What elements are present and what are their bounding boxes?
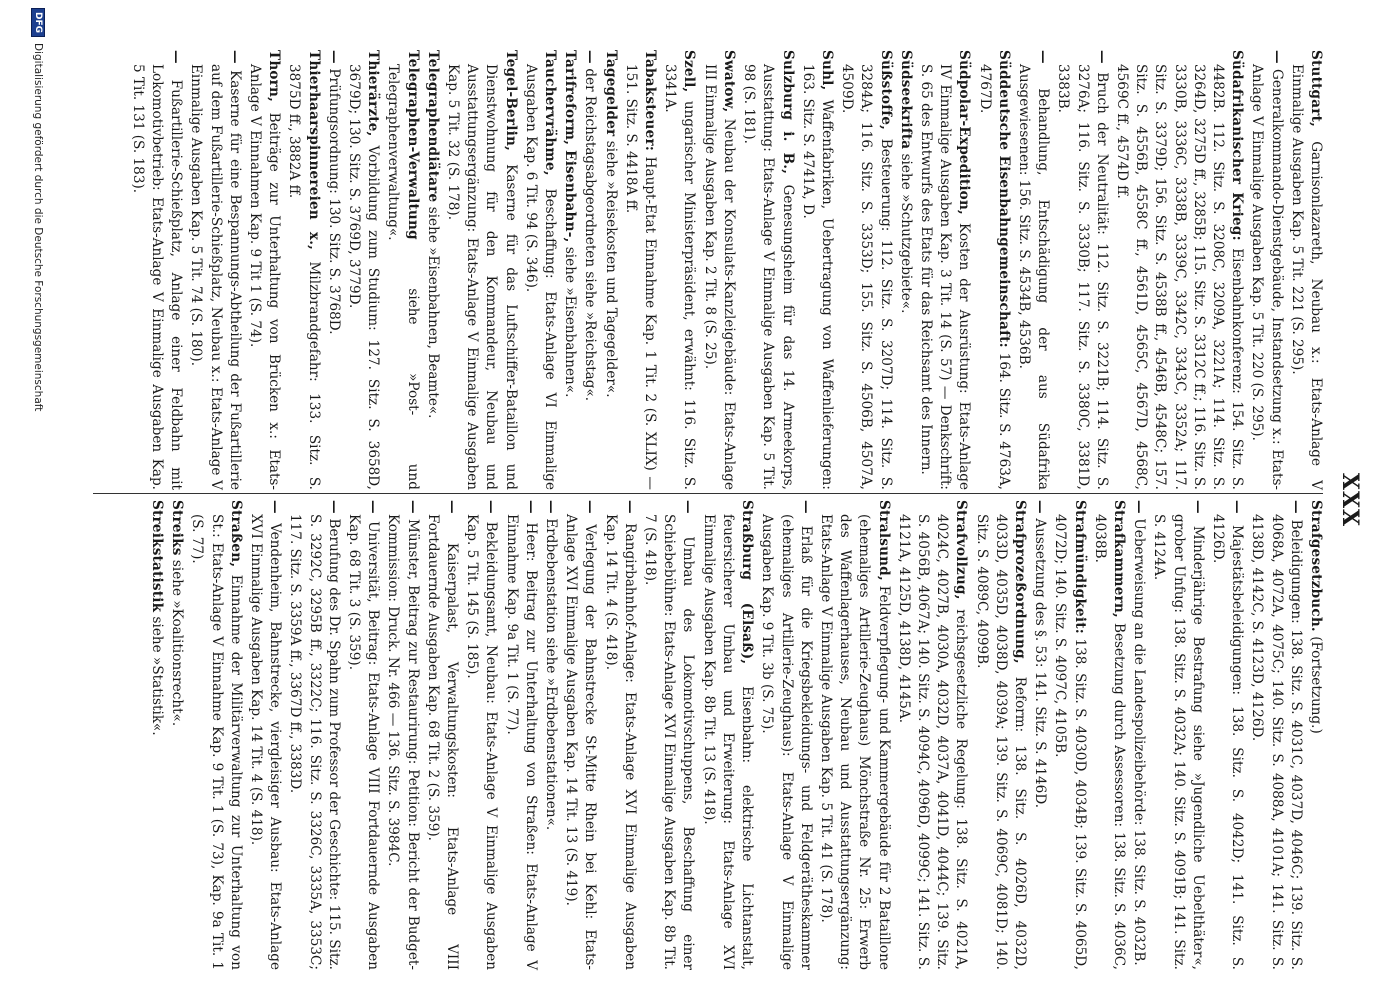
entry-heading: Tegel-Berlin, [502, 50, 519, 152]
entry-text: Beleidigungen: 138. Sitz. S. 4031C, 4037D, 4046C; 139. Sitz. S. 4068A, 4072A, 4075C; 140. Sitz. S. 4088A, 4101A; 141. Sitz. S. 4138D, 4142C, S. 4123D, 4126D. [1249, 514, 1304, 971]
index-entry [916, 50, 974, 490]
entry-heading: Thierärzte, [365, 50, 382, 137]
continuation-dash: — [1131, 500, 1148, 519]
index-entry [383, 50, 421, 490]
entry-text: siehe »Post- und Telegraphenverwaltung«. [385, 64, 421, 490]
entry-text: Eisenbahn: elektrische Lichtanstalt, feuersicherer Umbau und Erweiterung: Etats-Anlage XVI Einmalige Ausgaben Kap. 8b Tit. 13 (S. 418). [700, 514, 756, 970]
index-entry [383, 500, 421, 970]
index-column-right [127, 50, 1325, 490]
index-entry [600, 500, 638, 970]
continuation-dash: — [797, 500, 814, 526]
index-entry [167, 500, 186, 970]
index-entry [187, 500, 245, 970]
index-entry [1306, 500, 1325, 970]
continuation-dash: — [522, 500, 539, 523]
index-entry [1129, 500, 1148, 970]
entry-text: Haupt-Etat Einnahme Kap. 1 Tit. 2 (S. XLIX) — 151. Sitz. S. 4418A ff. [622, 64, 659, 490]
continuation-dash: — [325, 50, 342, 69]
index-entry [1090, 500, 1128, 970]
entry-heading: Thorn, [266, 50, 283, 103]
entry-text: reichsgesetzliche Regelung: 138. Sitz. S. 4021A, 4024C, 4027B, 4030A, 4032D, 4037A, 4041D, 4044C; 139. Sitz. S. 4056B, 4067A; 140. Sitz. S. 4094C, 4096D, 4099C; 141. Sitz. S. 4121A, 4125D, 4138D, 4145A. [895, 514, 970, 971]
entry-text: Umbau des Lokomotivschuppens, Beschaffung einer Schiebebühne: Etats-Anlage XVI Einmalige Ausgaben Kap. 8b Tit. 7 (S. 418). [642, 514, 697, 970]
continuation-dash: — [1093, 50, 1110, 73]
entry-text: Rangirbahnhof-Anlage: Etats-Anlage XVI Einmalige Ausgaben Kap. 14 Tit. 4 (S. 418). [602, 514, 638, 970]
continuation-dash: — [444, 500, 461, 543]
entry-heading: Süddeutsche Eisenbahngemeinschaft: [995, 50, 1012, 348]
entry-heading: Strafkammern, [1110, 500, 1127, 618]
continuation-dash: — [404, 500, 421, 519]
entry-heading: Südpolar-Expedition, [956, 50, 973, 215]
entry-text: Vorbildung zum Studium: 127. Sitz. S. 3658D, 3679D; 130. Sitz. S. 3769D, 3779D. [346, 64, 382, 491]
continuation-dash: — [365, 500, 382, 522]
index-entry [501, 500, 539, 970]
entry-text: siehe »Reisekosten und Tagegelder«. [602, 140, 619, 398]
page-number: XXX [1337, 472, 1363, 528]
continuation-dash: — [1287, 500, 1304, 520]
index-entry [1149, 500, 1207, 970]
entry-text: Garnisonlazareth, Neubau x.: Etats-Anlage V Einmalige Ausgaben Kap. 5 Tit. 221 (S. 295). [1288, 64, 1324, 490]
index-entry [1247, 50, 1285, 490]
continuation-dash: — [267, 500, 284, 524]
continuation-dash: — [226, 50, 243, 71]
dfg-logo: DFG [31, 8, 45, 37]
index-entry [245, 50, 283, 490]
entry-text: Feldverpflegung- und Kammergebäude für 2 Bataillone (ehemaliges Artillerie-Zeughaus) Mönchstraße Nr. 25: Erwerb des Waffenlagerhauses, Neubau und Ausstattungsergänzung: Etats-Anlage V Einmalige Ausgaben Kap. 5 Tit. 41 (S. 178). [817, 514, 892, 970]
entry-heading: Tarifreform, Eisenbahn-, [562, 50, 579, 243]
entry-text: Ueberweisung an die Landespolizeibehörde: 138. Sitz. S. 4032B. [1131, 518, 1148, 966]
entry-heading: Thierhaarspinnereien x., [305, 50, 322, 251]
entry-heading: Telegraphendiätare [424, 50, 441, 203]
entry-text: Besetzung durch Assessoren: 138. Sitz. S. 4036C, 4038B. [1091, 514, 1127, 970]
entry-text: Münster, Beitrag zur Restaurirung: Petition: Bericht der Budget-Kommission: Druck. Nr. 466 — 136. Sitz. S. 3984C. [385, 514, 421, 970]
index-entry [699, 500, 757, 970]
entry-text: Vendenheim, Bahnstrecke, viergleisiger Ausbau: Etats-Anlage XVI Einmalige Ausgaben Kap. 14 Tit. 4 (S. 418). [248, 514, 284, 970]
entry-heading: Stralsund, [875, 500, 892, 581]
entry-text: Besteuerung: 112. Sitz. S. 3207D; 114. Sitz. S. 3284A; 116. Sitz. S. 3353D; 155. Sitz. S. 4506B, 4507A, 4509D. [839, 64, 894, 490]
index-entry [1014, 50, 1052, 490]
entry-text: Beschaffung: Etats-Anlage VI Einmalige Ausgaben Kap. 6 Tit. 94 (S. 346). [522, 64, 559, 491]
entry-heading: Strafvollzug, [953, 500, 970, 600]
index-entry [1247, 500, 1305, 970]
entry-text: Minderjährige Bestrafung siehe »Jugendliche Uebelthäter«, grober Unfug: 138. Sitz. S. 4032A; 140. Sitz. S. 4091B; 141. Sitz. S. 4124A. [1151, 514, 1206, 970]
index-entry [739, 50, 797, 490]
entry-text: Kaiserpalast, Verwaltungskosten: Etats-Anlage VIII Fortdauernde Ausgaben Kap. 68 Tit. 2 (S. 359). [424, 514, 461, 970]
entry-heading: Südafrikanischer Krieg: [1229, 50, 1246, 241]
entry-heading: Stuttgart, [1308, 50, 1324, 128]
continuation-dash: — [325, 500, 342, 519]
entry-text: Erdbebenstation siehe »Erdbebenstationen«. [543, 518, 560, 831]
index-entry [580, 50, 599, 490]
entry-heading: Streikstatistik [149, 500, 166, 613]
index-entry [700, 50, 738, 490]
index-entry [443, 50, 520, 490]
entry-heading: Südseekrifta [897, 50, 914, 150]
entry-text: Einnahme der Militärverwaltung zur Unterhaltung von St.: Etats-Anlage V Einnahme Kap. 9 Tit. 1 (S. 73), Kap. 9a Tit. 1 (S. 77). [189, 514, 244, 970]
index-entry [1112, 50, 1246, 490]
entry-text: Beiträge zur Unterhaltung von Brücken x.: Etats-Anlage V Einnahmen Kap. 9 Tit 1 (S. 74). [247, 64, 283, 490]
entry-text: Reform: 138. Sitz. S. 4026D, 4032D, 4033D, 4035D, 4038D, 4039A; 139. Sitz. S. 4069C, 4081D; 140. Sitz. S. 4089C, 4099B. [973, 514, 1028, 970]
entry-text: Heer: Beitrag zur Unterhaltung von Straßen: Etats-Anlage V Einnahme Kap. 9a Tit. 1 (S. 77). [503, 514, 539, 971]
index-entry [423, 50, 442, 490]
index-entry [186, 50, 244, 490]
digitization-credit: Digitalisierung gefördert durch die Deutsche Forschungsgemeinschaft [32, 43, 44, 412]
continuation-dash: — [582, 500, 599, 525]
entry-heading: Süßstoffe, [877, 50, 894, 131]
continuation-dash: — [1032, 500, 1049, 519]
entry-text: ungarischer Ministerpräsident, erwähnt: 116. Sitz. S. 3341A. [662, 64, 698, 491]
index-entry [284, 50, 322, 490]
continuation-dash: — [621, 500, 638, 524]
index-entry [462, 500, 500, 970]
entry-text: Genesungsheim für das 14. Armeekorps, Ausstattung: Etats-Anlage V Einmalige Ausgaben Kap. 5 Tit. 98 (S. 181). [741, 64, 796, 490]
column-divider [93, 493, 1323, 494]
continuation-dash: — [483, 500, 500, 522]
entry-text: 164. Sitz. S. 4763A, 4767D. [976, 64, 1012, 491]
index-entry [798, 50, 836, 490]
index-entry [1287, 50, 1325, 490]
entry-text: der Reichstagsabgeordneten siehe »Reichstag«. [582, 68, 599, 402]
continuation-dash: — [543, 500, 560, 519]
index-entry [561, 500, 599, 970]
entry-text: Eisenbahnkonferenz: 154. Sitz. S. 4482B. 112. Sitz. S. 3208C, 3209A, 3221A; 114. Sitz. S. 3264D, 3275D ff., 3285B; 115. Sitz. S. 3312C ff.; 116. Sitz. S. 3330B, 3336C, 3338B, 3339C, 3342C, 3343C, 3352A; 117. Sitz. S. 3379D; 156. Sitz. S. 4538B ff., 4546B, 4548C; 157. Sitz. S. 4556B, 4558C ff., 4561D, 4565C, 4567D, 4568C, 4569C ff., 4574D ff. [1113, 64, 1246, 491]
entry-text: Fußartillerie-Schießplatz, Anlage einer Feldbahn mit Lokomotivbetrieb: Etats-Anlage V Einmalige Ausgaben Kap. 5 Tit. 131 (S. 183). [129, 64, 185, 491]
entry-text: siehe »Eisenbahnen«. [562, 246, 579, 398]
entry-text: Behandlung, Entschädigung der aus Südafrika Ausgewiesenen: 156. Sitz. S. 4534B, 4536B. [1015, 64, 1052, 490]
entry-text: Neubau der Konsulats-Kanzleigebäude: Etats-Anlage III Einmalige Ausgaben Kap. 2 Tit. 8 (S. 25). [701, 64, 737, 490]
digitization-footer [31, 0, 45, 1008]
entry-heading: Strafmündigkeit: [1071, 500, 1088, 634]
index-entry [640, 500, 698, 970]
index-entry [423, 500, 461, 970]
entry-text: Erlaß für die Kriegsbekleidungs- und Feldgerätheskammer (ehemaliges Artillerie-Zeughaus): Etats-Anlage V Einmalige Ausgaben Kap. 9 Tit. 3b (S. 75). [759, 514, 814, 971]
index-entry [1030, 500, 1049, 970]
entry-text: Waffenfabriken, Uebertragung von Waffenlieferungen: 163. Sitz. S. 4741A, D. [799, 64, 835, 490]
index-entry [600, 50, 619, 490]
continuation-dash: — [1189, 500, 1206, 526]
index-entry [344, 50, 382, 490]
entry-heading: Swatow, [720, 50, 737, 113]
entry-text: Prüfungsordnung: 130. Sitz. S. 3768D. [325, 68, 342, 335]
index-entry [621, 50, 659, 490]
entry-heading: Suhl, [818, 50, 835, 91]
index-column-left [146, 500, 1325, 970]
index-entry [521, 50, 559, 490]
index-entry [971, 500, 1029, 970]
index-entry [816, 500, 893, 970]
entry-heading: Strafprozeßordnung, [1011, 500, 1028, 664]
index-entry [1053, 50, 1111, 490]
index-entry [560, 50, 579, 490]
index-entry [128, 50, 186, 490]
entry-text: Bruch der Neutralität: 112. Sitz. S. 3221B; 114. Sitz. S. 3276A; 116. Sitz. S. 3330B; 117. Sitz. S. 3380C, 3381D, 3383B. [1055, 64, 1110, 490]
entry-text: Generalkommando-Dienstgebäude, Instandsetzung x.: Etats-Anlage V Einmalige Ausgaben Kap. 5 Tit. 220 (S. 295). [1249, 64, 1285, 491]
index-entry [324, 50, 343, 490]
entry-text: Aussetzung des §. 53: 141. Sitz. S. 4146D. [1032, 518, 1049, 809]
entry-heading: Straßen, [227, 500, 244, 568]
entry-text: siehe »Schutzgebiete«. [897, 153, 914, 314]
entry-heading: Tabaksteuer: [642, 50, 659, 152]
entry-heading: Telegraphen-Verwaltung [404, 50, 421, 240]
entry-text: Kaserne für das Luftschiffer-Bataillon und Dienstwohnung für den Kommandeur, Neubau und Ausstattungsergänzung: Etats-Anlage V Einmalige Ausgaben Kap. 5 Tit. 32 (S. 178). [445, 64, 519, 491]
entry-text: Milzbrandgefahr: 133. Sitz. S. 3875D ff., 3882A ff. [286, 64, 322, 491]
entry-text: siehe »Statistik«. [149, 616, 166, 736]
continuation-dash: — [680, 500, 697, 537]
index-entry [285, 500, 343, 970]
continuation-dash: — [1229, 500, 1246, 525]
entry-text: Bekleidungsamt, Neubau: Etats-Anlage V Einmalige Ausgaben Kap. 5 Tit. 145 (S. 185). [464, 514, 500, 970]
entry-text: Kosten der Ausrüstung: Etats-Anlage IV Einmalige Ausgaben Kap. 3 Tit. 14 (S. 57) — Denkschrift: S. 65 des Entwurfs des Etats für das Reichsamt des Innern. [917, 64, 973, 490]
entry-heading: Sulzburg i. B., [779, 50, 796, 175]
index-entry [837, 50, 895, 490]
entry-text: Berufung des Dr. Spahn zum Professor der Geschichte: 115. Sitz. S. 3292C, 3295B ff., 3322C; 116. Sitz. S. 3326C, 3335A, 3353C; 117. Sitz. S. 3359A ff., 3367D ff., 3383D. [287, 514, 342, 971]
index-entry [1050, 500, 1088, 970]
continuation-dash: — [1268, 50, 1285, 69]
entry-text: (Fortsetzung.) [1308, 636, 1324, 734]
continuation-dash: — [168, 50, 185, 80]
entry-heading: Straßburg (Elsaß), [739, 500, 756, 665]
index-entry [246, 500, 284, 970]
entry-text: Kaserne für eine Bespannungs-Abtheilung der Fußartillerie auf dem Fußartillerie-Schießplatz, Neubau x.: Etats-Anlage V Einmalige Ausgaben Kap. 5 Tit. 74 (S. 180). [188, 64, 243, 491]
index-entry [344, 500, 382, 970]
continuation-dash: — [582, 50, 599, 69]
entry-text: 138. Sitz. S. 4030D, 4034B; 139. Sitz. S. 4065D, 4072D; 140. Sitz. S. 4097C, 4105B. [1052, 514, 1088, 970]
index-entry [660, 50, 698, 490]
entry-text: Majestätsbeleidigungen: 138. Sitz. S. 4042D; 141. Sitz. S. 4126D. [1209, 514, 1246, 970]
index-entry [896, 50, 915, 490]
index-entry [541, 500, 560, 970]
entry-heading: Tauchervrähme, [542, 50, 559, 176]
entry-text: siehe »Koalitionsrecht«. [169, 559, 186, 727]
entry-heading: Strafgesetzbuch. [1308, 500, 1324, 632]
index-entry [974, 50, 1012, 490]
index-entry [1208, 500, 1246, 970]
index-entry [147, 500, 166, 970]
entry-heading: Streiks [169, 500, 186, 556]
entry-text: siehe »Eisenbahnen, Beamte«. [424, 206, 441, 419]
entry-text: Verlegung der Bahnstrecke St-Mitte Rhein bei Kehl: Etats-Anlage XVI Einmalige Ausgaben Kap. 14 Tit. 13 (S. 419). [563, 514, 599, 970]
entry-heading: Szell, [681, 50, 698, 93]
entry-heading: Tagegelder [602, 50, 619, 137]
continuation-dash: — [1035, 50, 1052, 89]
entry-text: Universität, Beitrag: Etats-Anlage VIII Fortdauernde Ausgaben Kap. 68 Tit. 3 (S. 359). [346, 514, 382, 971]
index-entry [757, 500, 815, 970]
index-entry [894, 500, 971, 970]
